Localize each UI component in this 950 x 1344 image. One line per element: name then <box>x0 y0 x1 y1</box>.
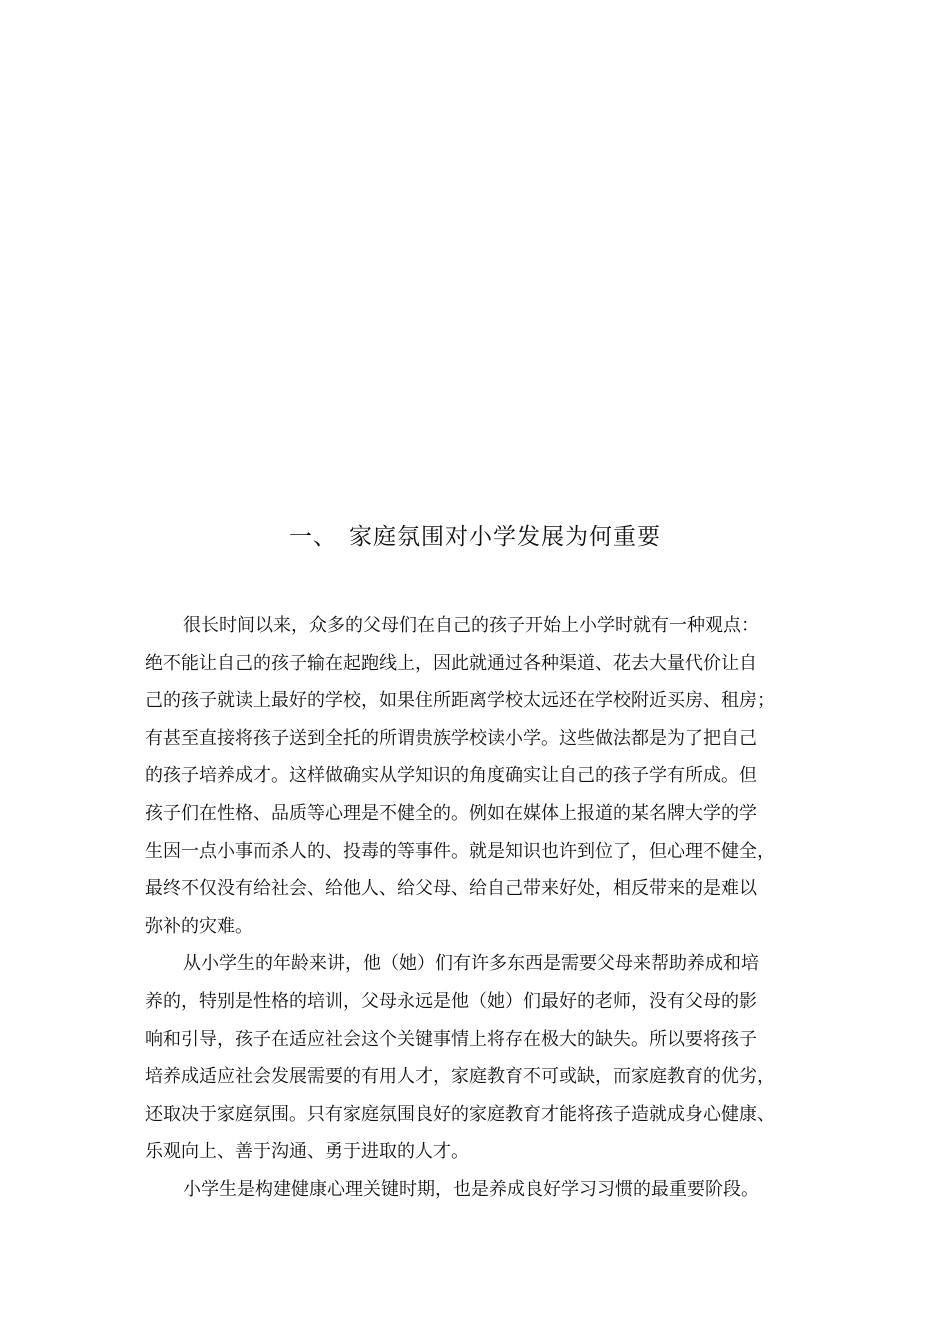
paragraph-line: 绝不能让自己的孩子输在起跑线上，因此就通过各种渠道、花去大量代价让自 <box>145 652 757 674</box>
paragraph-line: 弥补的灾难。 <box>145 915 253 937</box>
paragraph-line: 生因一点小事而杀人的、投毒的等事件。就是知识也许到位了，但心理不健全， <box>145 840 775 862</box>
paragraph-line: 很长时间以来，众多的父母们在自己的孩子开始上小学时就有一种观点： <box>183 615 759 636</box>
paragraph-2 <box>145 945 825 1171</box>
paragraph-line: 还取决于家庭氛围。只有家庭氛围良好的家庭教育才能将孩子造就成身心健康、 <box>145 1103 775 1125</box>
paragraph-line: 养的，特别是性格的培训，父母永远是他（她）们最好的老师，没有父母的影 <box>145 990 757 1012</box>
paragraph-line: 己的孩子就读上最好的学校，如果住所距离学校太远还在学校附近买房、租房； <box>145 690 775 712</box>
paragraph-line: 响和引导，孩子在适应社会这个关键事情上将存在极大的缺失。所以要将孩子 <box>145 1028 757 1050</box>
paragraph-line: 培养成适应社会发展需要的有用人才，家庭教育不可或缺，而家庭教育的优劣， <box>145 1066 775 1088</box>
paragraph-line: 从小学生的年龄来讲，他（她）们有许多东西是需要父母来帮助养成和培 <box>183 953 759 975</box>
paragraph-line: 小学生是构建健康心理关键时期，也是养成良好学习习惯的最重要阶段。 <box>183 1178 759 1200</box>
section-number: 一、 <box>289 524 337 550</box>
paragraph-line: 有甚至直接将孩子送到全托的所谓贵族学校读小学。这些做法都是为了把自己 <box>145 727 757 749</box>
section-title: 家庭氛围对小学发展为何重要 <box>349 524 661 550</box>
paragraph-line: 乐观向上、善于沟通、勇于进取的人才。 <box>145 1141 469 1163</box>
body-text <box>145 607 825 1209</box>
paragraph-line: 的孩子培养成才。这样做确实从学知识的角度确实让自己的孩子学有所成。但 <box>145 765 757 787</box>
paragraph-line: 最终不仅没有给社会、给他人、给父母、给自己带来好处，相反带来的是难以 <box>145 878 757 900</box>
paragraph-1 <box>145 607 825 945</box>
section-heading <box>0 520 950 554</box>
paragraph-line: 孩子们在性格、品质等心理是不健全的。例如在媒体上报道的某名牌大学的学 <box>145 802 757 824</box>
paragraph-3 <box>145 1171 825 1209</box>
